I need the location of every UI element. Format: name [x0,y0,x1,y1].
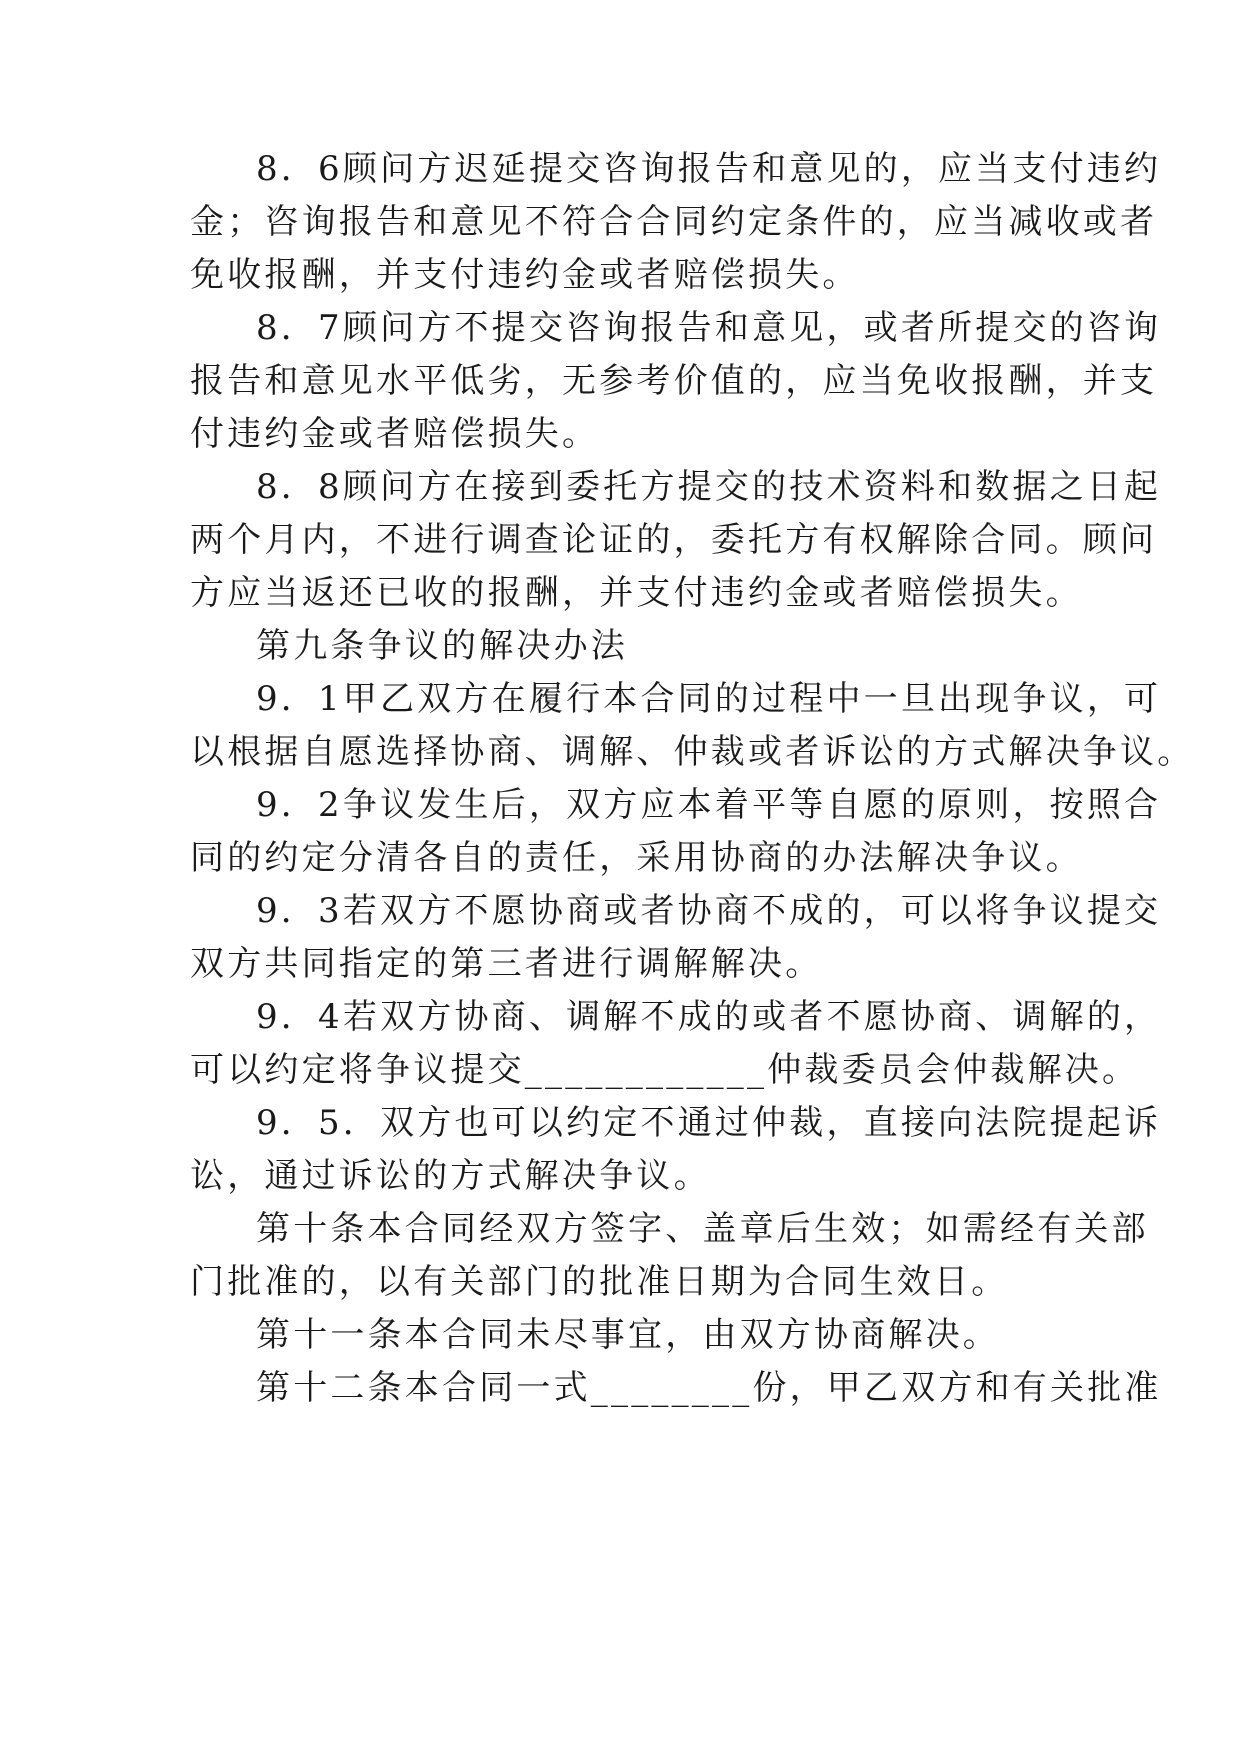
article-10-line-2: 门批准的，以有关部门的批准日期为合同生效日。 [190,1262,1009,1302]
clause-9-2-line-1: 9．2争议发生后，双方应本着平等自愿的原则，按照合 [256,785,1162,825]
clause-9-1-line-2: 以根据自愿选择协商、调解、仲裁或者诉讼的方式解决争议。 [190,732,1195,772]
clause-8-8-line-3: 方应当返还已收的报酬，并支付违约金或者赔偿损失。 [190,573,1083,613]
clause-9-3-line-2: 双方共同指定的第三者进行调解解决。 [190,944,823,984]
clause-9-5-line-2: 讼，通过诉讼的方式解决争议。 [190,1156,711,1196]
clause-9-5-line-1: 9．5．双方也可以约定不通过仲裁，直接向法院提起诉 [256,1103,1162,1143]
article-12-line-1: 第十二条本合同一式________份，甲乙双方和有关批准 [256,1368,1162,1408]
clause-8-7-line-1: 8．7顾问方不提交咨询报告和意见，或者所提交的咨询 [256,308,1162,348]
clause-8-7-line-2: 报告和意见水平低劣，无参考价值的，应当免收报酬，并支 [190,361,1158,401]
article-11-line: 第十一条本合同未尽事宜，由双方协商解决。 [256,1315,1000,1355]
clause-8-6-line-2: 金；咨询报告和意见不符合合同约定条件的，应当减收或者 [190,202,1158,242]
clause-8-8-line-2: 两个月内，不进行调查论证的，委托方有权解除合同。顾问 [190,520,1158,560]
article-10-line-1: 第十条本合同经双方签字、盖章后生效；如需经有关部 [256,1209,1149,1249]
clause-9-3-line-1: 9．3若双方不愿协商或者协商不成的，可以将争议提交 [256,891,1162,931]
clause-8-8-line-1: 8．8顾问方在接到委托方提交的技术资料和数据之日起 [256,467,1162,507]
clause-9-2-line-2: 同的约定分清各自的责任，采用协商的办法解决争议。 [190,838,1083,878]
clause-8-6-line-1: 8．6顾问方迟延提交咨询报告和意见的，应当支付违约 [256,149,1162,189]
clause-9-4-line-1: 9．4若双方协商、调解不成的或者不愿协商、调解的， [256,997,1162,1037]
clause-9-4-line-2: 可以约定将争议提交____________仲裁委员会仲裁解决。 [190,1050,1140,1090]
clause-9-1-line-1: 9．1甲乙双方在履行本合同的过程中一旦出现争议，可 [256,679,1162,719]
article-9-heading: 第九条争议的解决办法 [256,626,628,666]
clause-8-6-line-3: 免收报酬，并支付违约金或者赔偿损失。 [190,255,860,295]
clause-8-7-line-3: 付违约金或者赔偿损失。 [190,414,600,454]
